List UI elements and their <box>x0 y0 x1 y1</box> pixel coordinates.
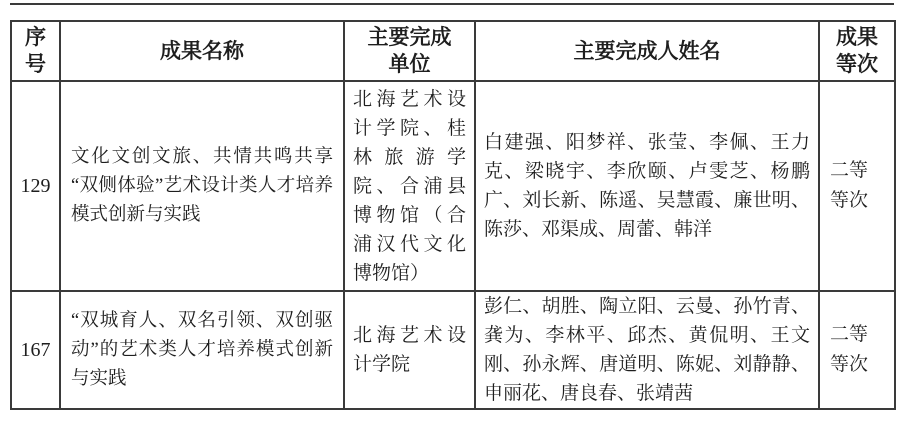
cell-people: 彭仁、胡胜、陶立阳、云曼、孙竹青、龚为、李林平、邱杰、黄侃明、王文刚、孙永辉、唐道明、陈妮、刘静静、申丽花、唐良春、张靖茜 <box>475 291 819 409</box>
column-header-grade: 成果等次 <box>819 21 895 81</box>
cell-unit: 北海艺术设计学院 <box>344 291 475 409</box>
cell-grade <box>819 81 895 291</box>
column-header-name: 成果名称 <box>60 21 344 81</box>
cell-index: 167 <box>11 291 60 409</box>
cell-index: 129 <box>11 81 60 291</box>
table-header-row <box>11 21 895 81</box>
cell-result-name: 文化文创文旅、共情共鸣共享“双侧体验”艺术设计类人才培养模式创新与实践 <box>60 81 344 291</box>
cell-grade <box>819 291 895 409</box>
cell-people: 白建强、阳梦祥、张莹、李佩、王力克、梁晓宇、李欣颐、卢雯芝、杨鹏广、刘长新、陈遥、吴慧霞、廉世明、陈莎、邓渠成、周蕾、韩洋 <box>475 81 819 291</box>
grade-text: 二等等次 <box>830 324 869 375</box>
table-row <box>11 81 895 291</box>
previous-section-bottom-rule <box>10 3 894 5</box>
column-header-index: 序号 <box>11 21 60 81</box>
column-header-unit: 主要完成单位 <box>344 21 475 81</box>
column-header-people: 主要完成人姓名 <box>475 21 819 81</box>
cell-result-name: “双城育人、双名引领、双创驱动”的艺术类人才培养模式创新与实践 <box>60 291 344 409</box>
table-row <box>11 291 895 409</box>
awards-table <box>10 20 896 410</box>
cell-unit: 北海艺术设计学院、桂林旅游学院、合浦县博物馆（合浦汉代文化博物馆） <box>344 81 475 291</box>
grade-text: 二等等次 <box>830 160 869 211</box>
